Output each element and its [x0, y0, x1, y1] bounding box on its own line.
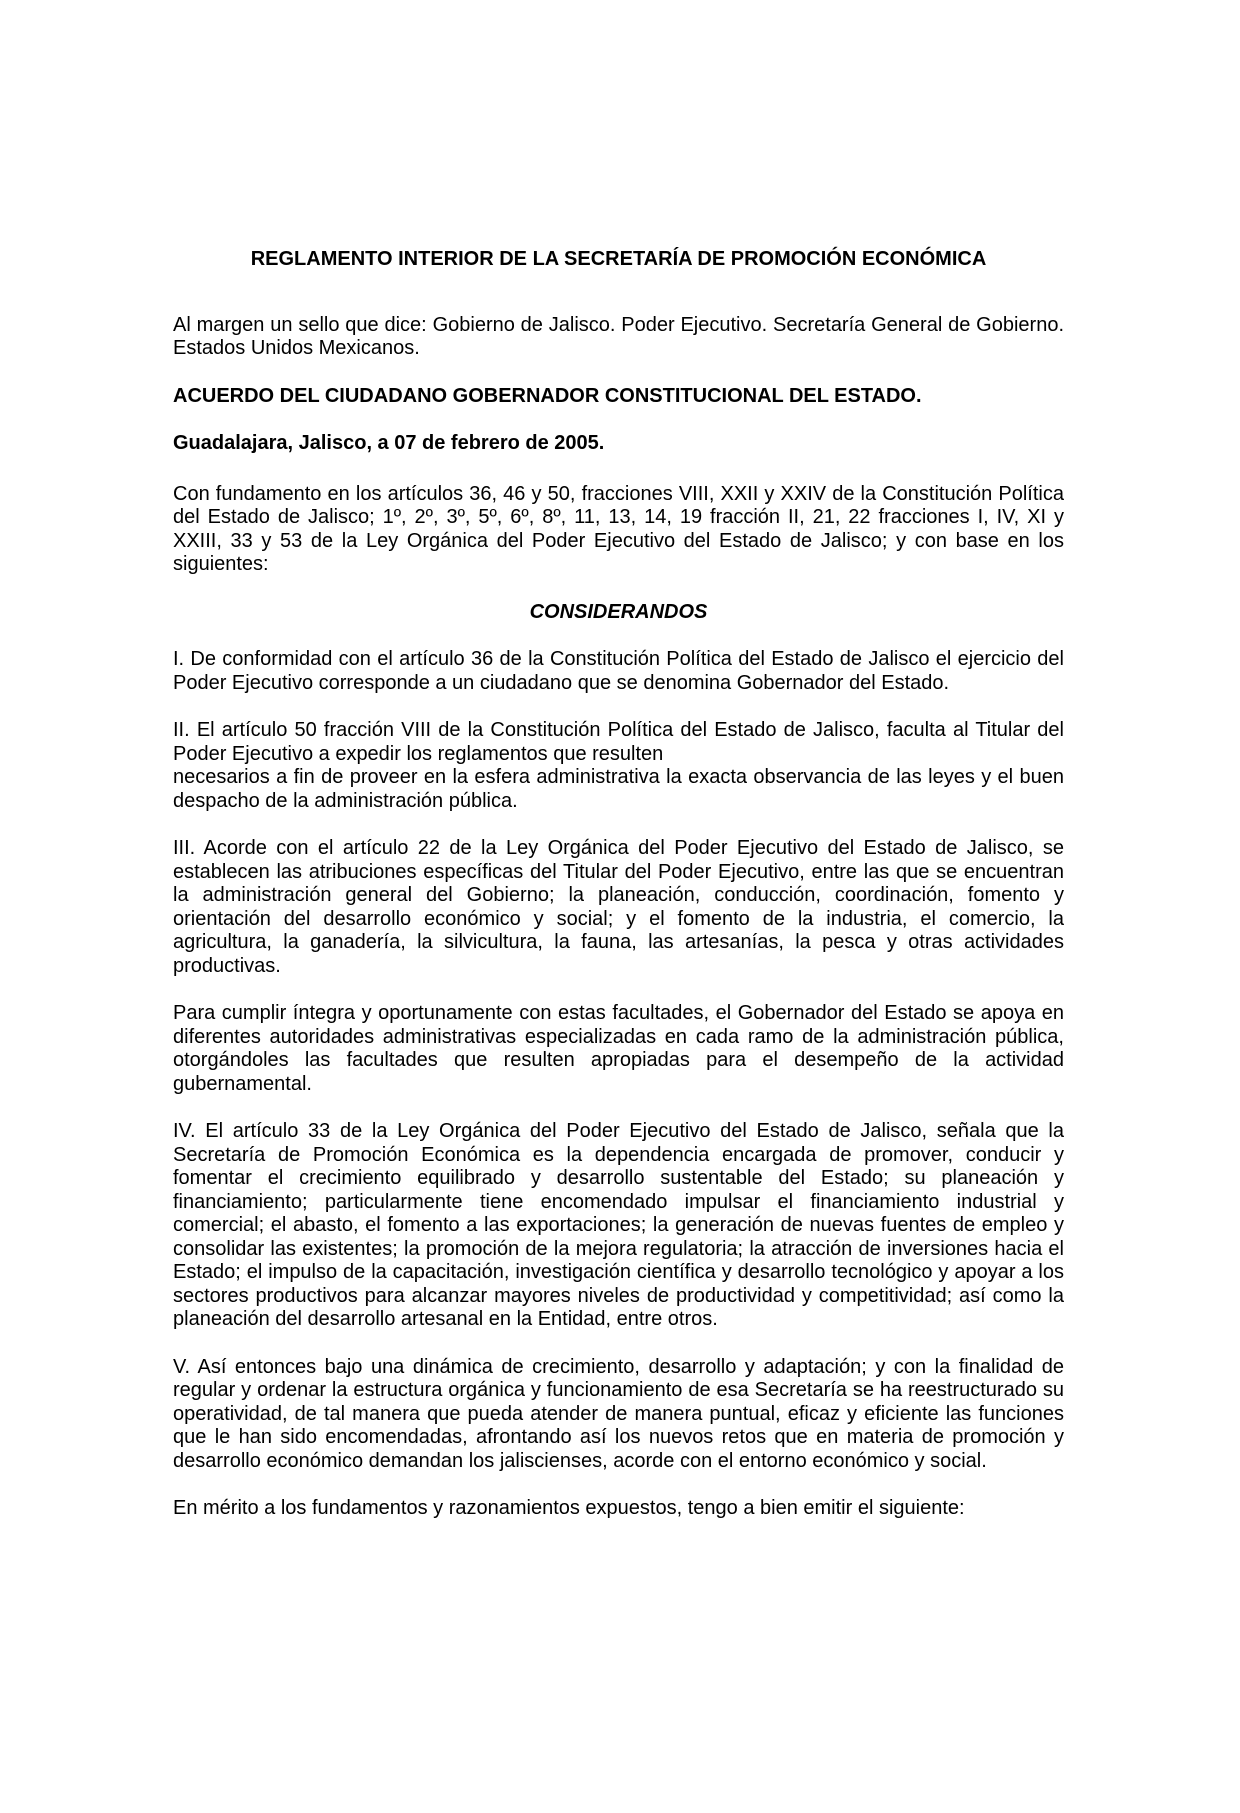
considerando-2-part1: II. El artículo 50 fracción VIII de la Constitución Política del Estado de Jalisco, faculta al Titular del Poder Ejecutivo a expedir los reglamentos que resulten	[173, 719, 1064, 765]
considerando-5: V. Así entonces bajo una dinámica de crecimiento, desarrollo y adaptación; y con la finalidad de regular y ordenar la estructura orgánica y funcionamiento de esa Secretaría se ha reestructurado su operatividad, de tal manera que pueda atender de manera puntual, eficaz y eficiente las funciones que le han sido encomendadas, afrontando así los nuevos retos que en materia de promoción y desarrollo económico demandan los jaliscienses, acorde con el entorno económico y social.	[173, 1355, 1064, 1472]
agreement-heading: ACUERDO DEL CIUDADANO GOBERNADOR CONSTITUCIONAL DEL ESTADO.	[173, 384, 922, 407]
document-title: REGLAMENTO INTERIOR DE LA SECRETARÍA DE PROMOCIÓN ECONÓMICA	[250, 248, 987, 270]
considerando-2-part2: necesarios a fin de proveer en la esfera administrativa la exacta observancia de las leyes y el buen despacho de la administración pública.	[173, 766, 1064, 812]
seal-paragraph: Al margen un sello que dice: Gobierno de Jalisco. Poder Ejecutivo. Secretaría General de Gobierno. Estados Unidos Mexicanos.	[173, 313, 1064, 359]
document-page	[173, 248, 1064, 1545]
place-date: Guadalajara, Jalisco, a 07 de febrero de 2005.	[173, 432, 605, 454]
considerandos-heading: CONSIDERANDOS	[529, 600, 708, 623]
closing-paragraph: En mérito a los fundamentos y razonamientos expuestos, tengo a bien emitir el siguiente:	[173, 1497, 965, 1519]
considerando-3b: Para cumplir íntegra y oportunamente con estas facultades, el Gobernador del Estado se apoya en diferentes autoridades administrativas especializadas en cada ramo de la administración pública, otorgándoles las facultades que resulten apropiadas para el desempeño de la actividad gubernamental.	[173, 1002, 1064, 1095]
considerando-4: IV. El artículo 33 de la Ley Orgánica del Poder Ejecutivo del Estado de Jalisco, señala que la Secretaría de Promoción Económica es la dependencia encargada de promover, conducir y fomentar el crecimiento equilibrado y desarrollo sustentable del Estado; su planeación y financiamiento; particularmente tiene encomendado impulsar el financiamiento industrial y comercial; el abasto, el fomento a las exportaciones; la generación de nuevas fuentes de empleo y consolidar las existentes; la promoción de la mejora regulatoria; la atracción de inversiones hacia el Estado; el impulso de la capacitación, investigación científica y desarrollo tecnológico y apoyar a los sectores productivos para alcanzar mayores niveles de productividad y competitividad; así como la planeación del desarrollo artesanal en la Entidad, entre otros.	[173, 1120, 1064, 1330]
considerando-3: III. Acorde con el artículo 22 de la Ley Orgánica del Poder Ejecutivo del Estado de Jalisco, se establecen las atribuciones específicas del Titular del Poder Ejecutivo, entre las que se encuentran la administración general del Gobierno; la planeación, conducción, coordinación, fomento y orientación del desarrollo económico y social; y el fomento de la industria, el comercio, la agricultura, la ganadería, la silvicultura, la fauna, las artesanías, la pesca y otras actividades productivas.	[173, 837, 1064, 977]
foundation-paragraph: Con fundamento en los artículos 36, 46 y 50, fracciones VIII, XXII y XXIV de la Constitución Política del Estado de Jalisco; 1º, 2º, 3º, 5º, 6º, 8º, 11, 13, 14, 19 fracción II, 21, 22 fracciones I, IV, XI y XXIII, 33 y 53 de la Ley Orgánica del Poder Ejecutivo del Estado de Jalisco; y con base en los siguientes:	[173, 482, 1064, 575]
considerando-1: I. De conformidad con el artículo 36 de la Constitución Política del Estado de Jalisco el ejercicio del Poder Ejecutivo corresponde a un ciudadano que se denomina Gobernador del Estado.	[173, 648, 1064, 694]
considerando-2	[173, 719, 1064, 813]
